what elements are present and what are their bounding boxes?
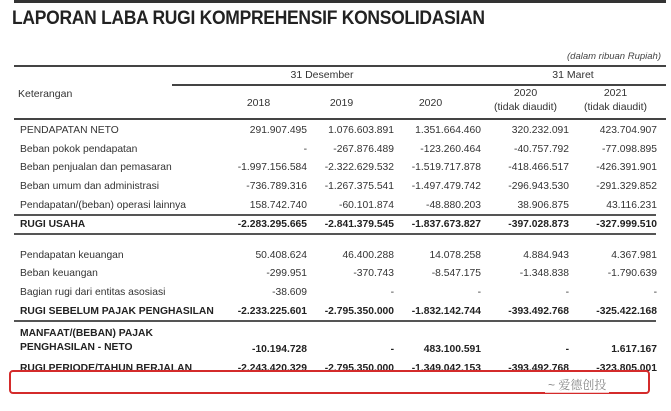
cell-value: -323.805.001 [596, 362, 657, 374]
cell-value: -1.997.156.584 [237, 162, 307, 174]
row-label: RUGI USAHA [20, 218, 86, 230]
cell-value: -1.832.142.744 [411, 306, 481, 318]
row-label: PENDAPATAN NETO [20, 124, 119, 136]
top-rule [14, 0, 666, 3]
subtotal-row-rugi-sebelum-pajak [14, 302, 664, 321]
col-year: 2020 [418, 97, 443, 109]
cell-value: -48.880.203 [426, 200, 481, 212]
cell-value: -736.789.316 [246, 181, 307, 193]
cell-value: -2.841.379.545 [324, 218, 394, 230]
table-row [14, 159, 664, 178]
header-group-december: 31 Desember [290, 69, 354, 81]
col-year: 2020 [513, 87, 538, 99]
header-col-2018 [221, 97, 296, 109]
row-label: Beban umum dan administrasi [20, 181, 160, 193]
cell-value: 1.617.167 [611, 343, 657, 355]
header-keterangan: Keterangan [18, 88, 73, 100]
cell-value: -327.999.510 [596, 218, 657, 230]
table-row [14, 140, 664, 159]
cell-value: -291.329.852 [596, 181, 657, 193]
table-row [14, 177, 664, 196]
cell-value: -8.547.175 [431, 268, 481, 280]
row-label: Beban pokok pendapatan [20, 143, 138, 155]
row-label: RUGI SEBELUM PAJAK PENGHASILAN [20, 306, 214, 318]
cell-value: 423.704.907 [599, 124, 657, 136]
table-row [14, 196, 664, 215]
cell-value: 50.408.624 [255, 249, 307, 261]
cell-value: -296.943.530 [508, 181, 569, 193]
cell-value: -267.876.489 [333, 143, 394, 155]
watermark: ~ 爱德创投 [545, 376, 609, 393]
cell-value: - [565, 343, 569, 355]
cell-value: -393.492.768 [508, 306, 569, 318]
row-label: Beban penjualan dan pemasaran [20, 162, 172, 174]
header-col-mar-2020 [478, 86, 573, 114]
cell-value: -325.422.168 [596, 306, 657, 318]
cell-value: -1.837.673.827 [411, 218, 481, 230]
cell-value: 38.906.875 [517, 200, 569, 212]
table-row [14, 246, 664, 265]
row-label: MANFAAT/(BEBAN) PAJAK PENGHASILAN - NETO [20, 327, 153, 353]
cell-value: -1.790.639 [607, 268, 657, 280]
page-title: LAPORAN LABA RUGI KOMPREHENSIF KONSOLIDASIAN [12, 8, 485, 29]
subtotal-row-rugi-usaha [14, 215, 664, 234]
cell-value: -418.466.517 [508, 162, 569, 174]
cell-value: -10.194.728 [252, 343, 307, 355]
row-label: Pendapatan keuangan [20, 249, 124, 261]
cell-value: -393.492.768 [508, 362, 569, 374]
col-note: (tidak diaudit) [583, 101, 648, 113]
col-note: (tidak diaudit) [493, 101, 558, 113]
header-col-2020 [393, 97, 468, 109]
cell-value: 46.400.288 [342, 249, 394, 261]
cell-value: - [390, 343, 394, 355]
cell-value: -299.951 [266, 268, 307, 280]
cell-value: -1.349.042.153 [411, 362, 481, 374]
spacer [14, 234, 664, 246]
col-year: 2018 [246, 97, 271, 109]
cell-value: - [565, 287, 569, 299]
header-bottom-rule [14, 118, 666, 120]
cell-value: - [653, 287, 657, 299]
table-row [14, 265, 664, 284]
cell-value: - [390, 287, 394, 299]
cell-value: -38.609 [272, 287, 307, 299]
cell-value: -1.267.375.541 [324, 181, 394, 193]
row-label: Pendapatan/(beban) operasi lainnya [20, 200, 187, 212]
cell-value: -2.795.350.000 [324, 306, 394, 318]
cell-value: -1.519.717.878 [411, 162, 481, 174]
header-col-2019 [304, 97, 379, 109]
header-group-march: 31 Maret [552, 69, 594, 81]
income-statement-table [14, 121, 664, 378]
cell-value: -426.391.901 [596, 162, 657, 174]
cell-value: 158.742.740 [249, 200, 307, 212]
unit-note: (dalam ribuan Rupiah) [567, 51, 661, 62]
cell-value: 4.884.943 [523, 249, 569, 261]
table-row [14, 283, 664, 302]
cell-value: -60.101.874 [339, 200, 394, 212]
row-label: RUGI PERIODE/TAHUN BERJALAN [20, 362, 193, 374]
cell-value: -123.260.464 [420, 143, 481, 155]
cell-value: -1.497.479.742 [411, 181, 481, 193]
cell-value: -1.348.838 [519, 268, 569, 280]
table-row [14, 121, 664, 140]
cell-value: 4.367.981 [611, 249, 657, 261]
cell-value: -397.028.873 [508, 218, 569, 230]
row-label: Beban keuangan [20, 268, 98, 280]
cell-value: 483.100.591 [423, 343, 481, 355]
row-label: Bagian rugi dari entitas asosiasi [20, 287, 166, 299]
cell-value: -2.283.295.665 [237, 218, 307, 230]
cell-value: 1.076.603.891 [328, 124, 394, 136]
header-col-mar-2021 [568, 86, 663, 114]
table-row-tax [14, 321, 664, 357]
cell-value: 14.078.258 [429, 249, 481, 261]
cell-value: 43.116.231 [606, 200, 657, 212]
cell-value: - [477, 287, 481, 299]
header-top-rule [14, 65, 666, 67]
cell-value: -2.243.420.329 [237, 362, 307, 374]
cell-value: -2.795.350.000 [324, 362, 394, 374]
cell-value: - [303, 143, 307, 155]
cell-value: -370.743 [353, 268, 394, 280]
cell-value: -77.098.895 [602, 143, 657, 155]
cell-value: 291.907.495 [249, 124, 307, 136]
col-year: 2019 [329, 97, 354, 109]
cell-value: -2.233.225.601 [237, 306, 307, 318]
col-year: 2021 [603, 87, 628, 99]
cell-value: -40.757.792 [514, 143, 569, 155]
cell-value: 1.351.664.460 [415, 124, 481, 136]
cell-value: 320.232.091 [511, 124, 569, 136]
cell-value: -2.322.629.532 [324, 162, 394, 174]
